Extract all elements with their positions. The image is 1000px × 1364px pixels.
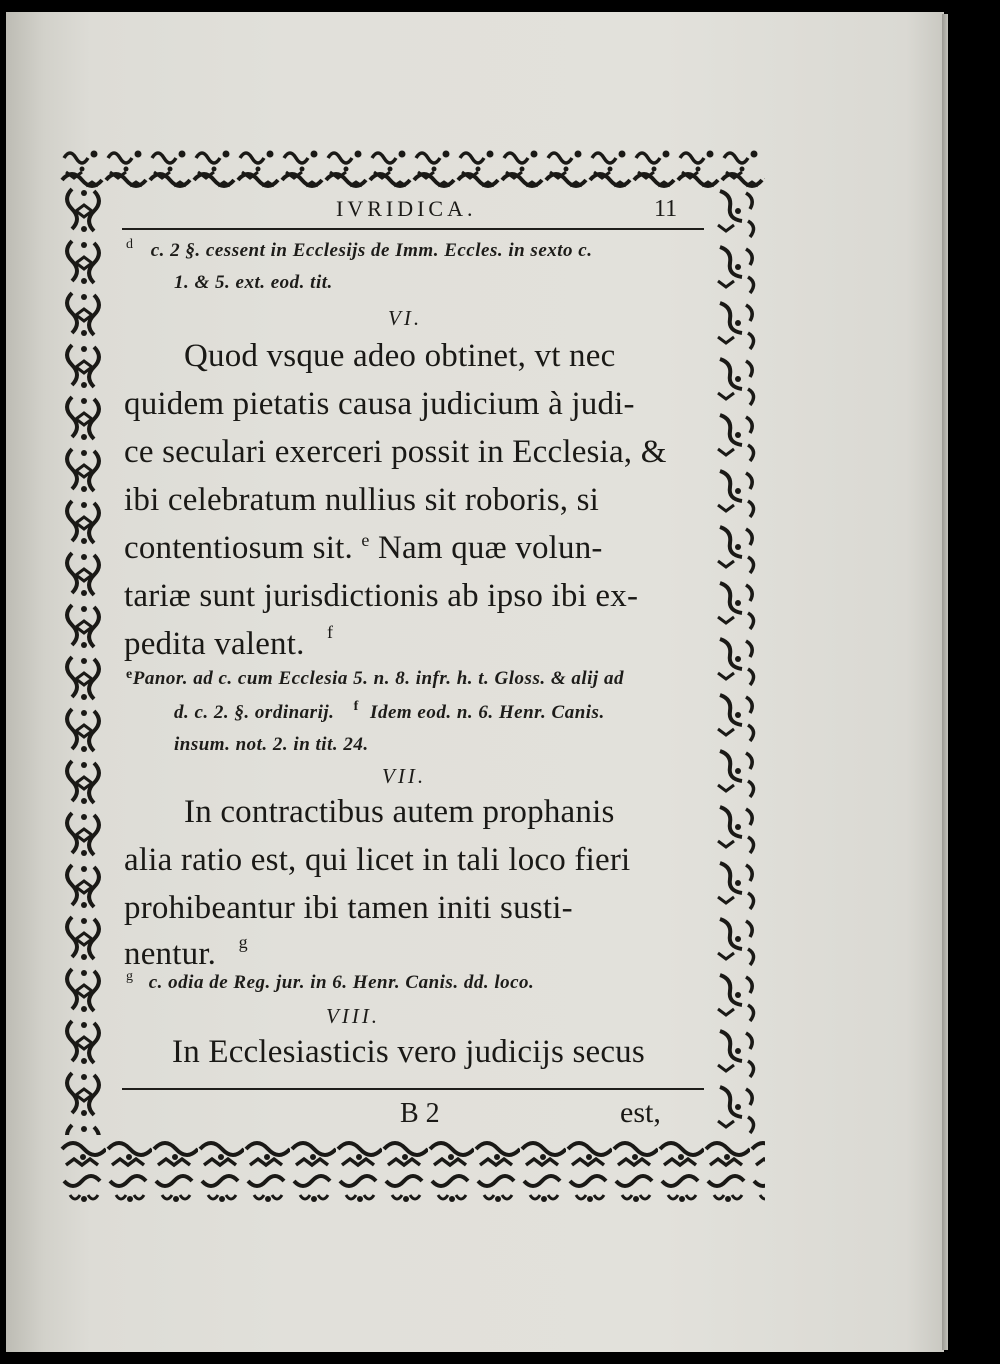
ornamental-border-top — [60, 140, 765, 192]
header-rule — [122, 228, 704, 230]
note-ef-line-3: insum. not. 2. in tit. 24. — [174, 734, 369, 755]
vi-line-6: tariæ sunt jurisdictionis ab ipso ibi ex- — [124, 578, 639, 614]
note-ef-line-1 — [126, 668, 624, 690]
section-numeral-vi: VI. — [388, 306, 423, 330]
vi-line-5-text-b: Nam quæ volun- — [378, 530, 603, 566]
note-d-marker: d — [126, 237, 134, 252]
vii-line-1: In contractibus autem prophanis — [184, 794, 615, 830]
vi-line-2: quidem pietatis causa judicium à judi- — [124, 386, 635, 422]
note-ef-line-2 — [174, 699, 605, 724]
signature-mark: B 2 — [400, 1098, 440, 1129]
vii-line-2: alia ratio est, qui licet in tali loco fieri — [124, 842, 631, 878]
vii-line-3: prohibeantur ibi tamen initi susti- — [124, 890, 573, 926]
ornamental-border-right — [708, 185, 768, 1135]
catchword: est, — [620, 1096, 661, 1129]
vi-line-7-text: pedita valent. — [124, 626, 305, 662]
note-e-marker: e — [126, 667, 133, 682]
note-d-line-1 — [126, 237, 593, 262]
vi-marker-f: f — [327, 622, 334, 642]
note-d-text-1: c. 2 §. cessent in Ecclesijs de Imm. Eccles. in sexto c. — [150, 240, 593, 261]
ornamental-border-left — [58, 185, 116, 1135]
vi-marker-e: e — [361, 530, 370, 550]
vi-line-7 — [124, 622, 334, 663]
vi-line-3: ce seculari exerceri possit in Ecclesia, & — [124, 434, 667, 470]
running-head: IVRIDICA. — [336, 196, 477, 221]
note-d-line-2: 1. & 5. ext. eod. tit. — [174, 272, 333, 293]
note-g-line-1 — [126, 969, 535, 994]
note-ef-text-1: Panor. ad c. cum Ecclesia 5. n. 8. infr. h. t. Gloss. & alij ad — [132, 668, 624, 689]
vi-line-1: Quod vsque adeo obtinet, vt nec — [184, 338, 616, 374]
vii-line-4 — [124, 932, 248, 973]
note-g-text: c. odia de Reg. jur. in 6. Henr. Canis. dd. loco. — [148, 972, 535, 993]
note-f-marker: f — [353, 699, 359, 714]
vii-marker-g: g — [238, 932, 248, 952]
page-edge-shadow — [942, 14, 948, 1350]
vi-line-4: ibi celebratum nullius sit roboris, si — [124, 482, 600, 518]
page-number: 11 — [654, 196, 678, 222]
vi-line-5 — [124, 530, 603, 567]
ornamental-border-bottom — [60, 1135, 765, 1207]
note-ef-text-2: d. c. 2. §. ordinarij. — [174, 702, 335, 723]
vi-line-5-text-a: contentiosum sit. — [124, 530, 353, 566]
footer-rule — [122, 1088, 704, 1090]
vii-line-4-text: nentur. — [124, 936, 217, 972]
section-numeral-vii: VII. — [382, 764, 427, 788]
note-ef-text-3: Idem eod. n. 6. Henr. Canis. — [370, 702, 605, 723]
note-g-marker: g — [126, 969, 134, 984]
section-numeral-viii: VIII. — [326, 1004, 381, 1028]
viii-line-1: In Ecclesiasticis vero judicijs secus — [172, 1034, 645, 1070]
